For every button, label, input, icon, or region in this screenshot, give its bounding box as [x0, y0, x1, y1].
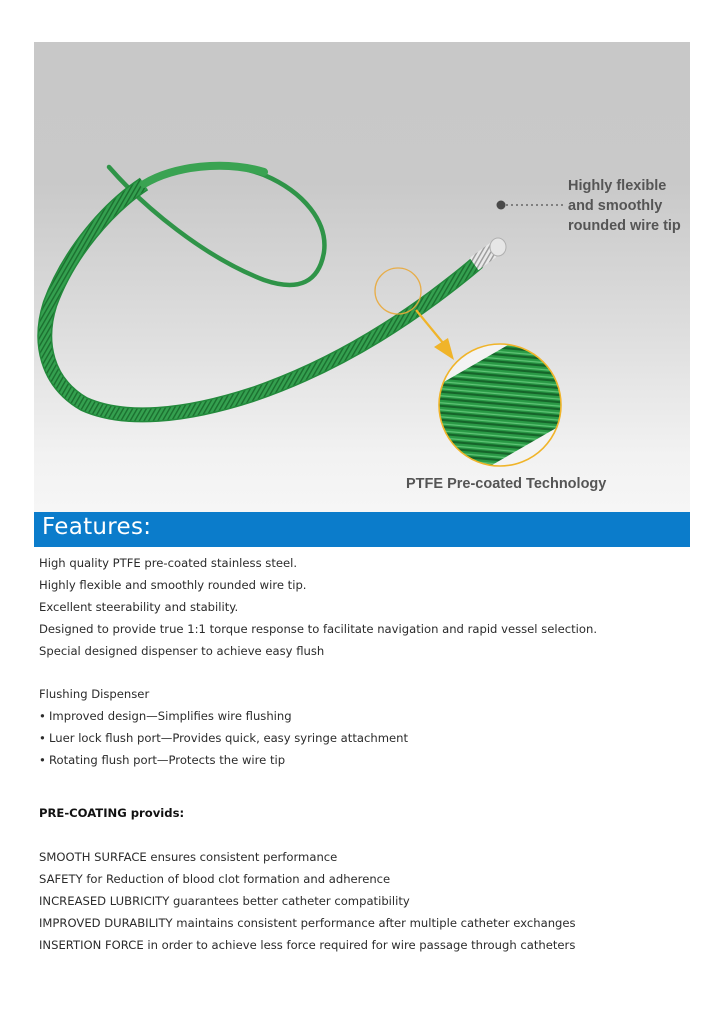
dispenser-section — [39, 683, 408, 771]
highlight-circle — [375, 268, 421, 314]
features-list — [39, 552, 597, 662]
precoating-item: INCREASED LUBRICITY guarantees better catheter compatibility — [39, 894, 410, 908]
precoating-list — [39, 846, 576, 956]
dispenser-heading: Flushing Dispenser — [39, 687, 150, 701]
precoating-item: SAFETY for Reduction of blood clot formation and adherence — [39, 872, 391, 886]
callout-line: rounded wire tip — [568, 218, 681, 234]
callout-line: and smoothly — [568, 198, 663, 214]
precoating-item: INSERTION FORCE in order to achieve less force required for wire passage through catheters — [39, 938, 576, 952]
dispenser-bullet — [39, 749, 408, 771]
features-title: Features: — [42, 514, 152, 540]
product-hero-image — [34, 42, 690, 512]
bullet-text: Rotating flush port—Protects the wire tip — [49, 753, 286, 767]
precoating-heading: PRE-COATING provids: — [39, 806, 185, 820]
precoating-item: IMPROVED DURABILITY maintains consistent performance after multiple catheter exchanges — [39, 916, 576, 930]
wire-tip-callout — [568, 176, 690, 236]
features-header-bar — [34, 512, 690, 547]
wire-tip — [474, 238, 506, 264]
callout-dot-icon — [497, 201, 506, 210]
ptfe-caption: PTFE Pre-coated Technology — [406, 476, 607, 492]
feature-item: Special designed dispenser to achieve easy flush — [39, 644, 325, 658]
zoom-arrow-icon — [416, 310, 454, 360]
bullet-text: Improved design—Simplifies wire flushing — [49, 709, 292, 723]
dispenser-bullet — [39, 727, 408, 749]
guidewire-illustration — [34, 42, 690, 512]
bullet-text: Luer lock flush port—Provides quick, easy syringe attachment — [49, 731, 409, 745]
feature-item: Designed to provide true 1:1 torque response to facilitate navigation and rapid vessel selection. — [39, 622, 598, 636]
dispenser-bullet — [39, 705, 408, 727]
feature-item: High quality PTFE pre-coated stainless steel. — [39, 556, 298, 570]
feature-item: Excellent steerability and stability. — [39, 600, 239, 614]
wire-loop — [144, 166, 264, 184]
feature-item: Highly flexible and smoothly rounded wire tip. — [39, 578, 307, 592]
precoating-heading-block — [39, 802, 184, 824]
precoating-item: SMOOTH SURFACE ensures consistent performance — [39, 850, 338, 864]
callout-line: Highly flexible — [568, 178, 667, 194]
